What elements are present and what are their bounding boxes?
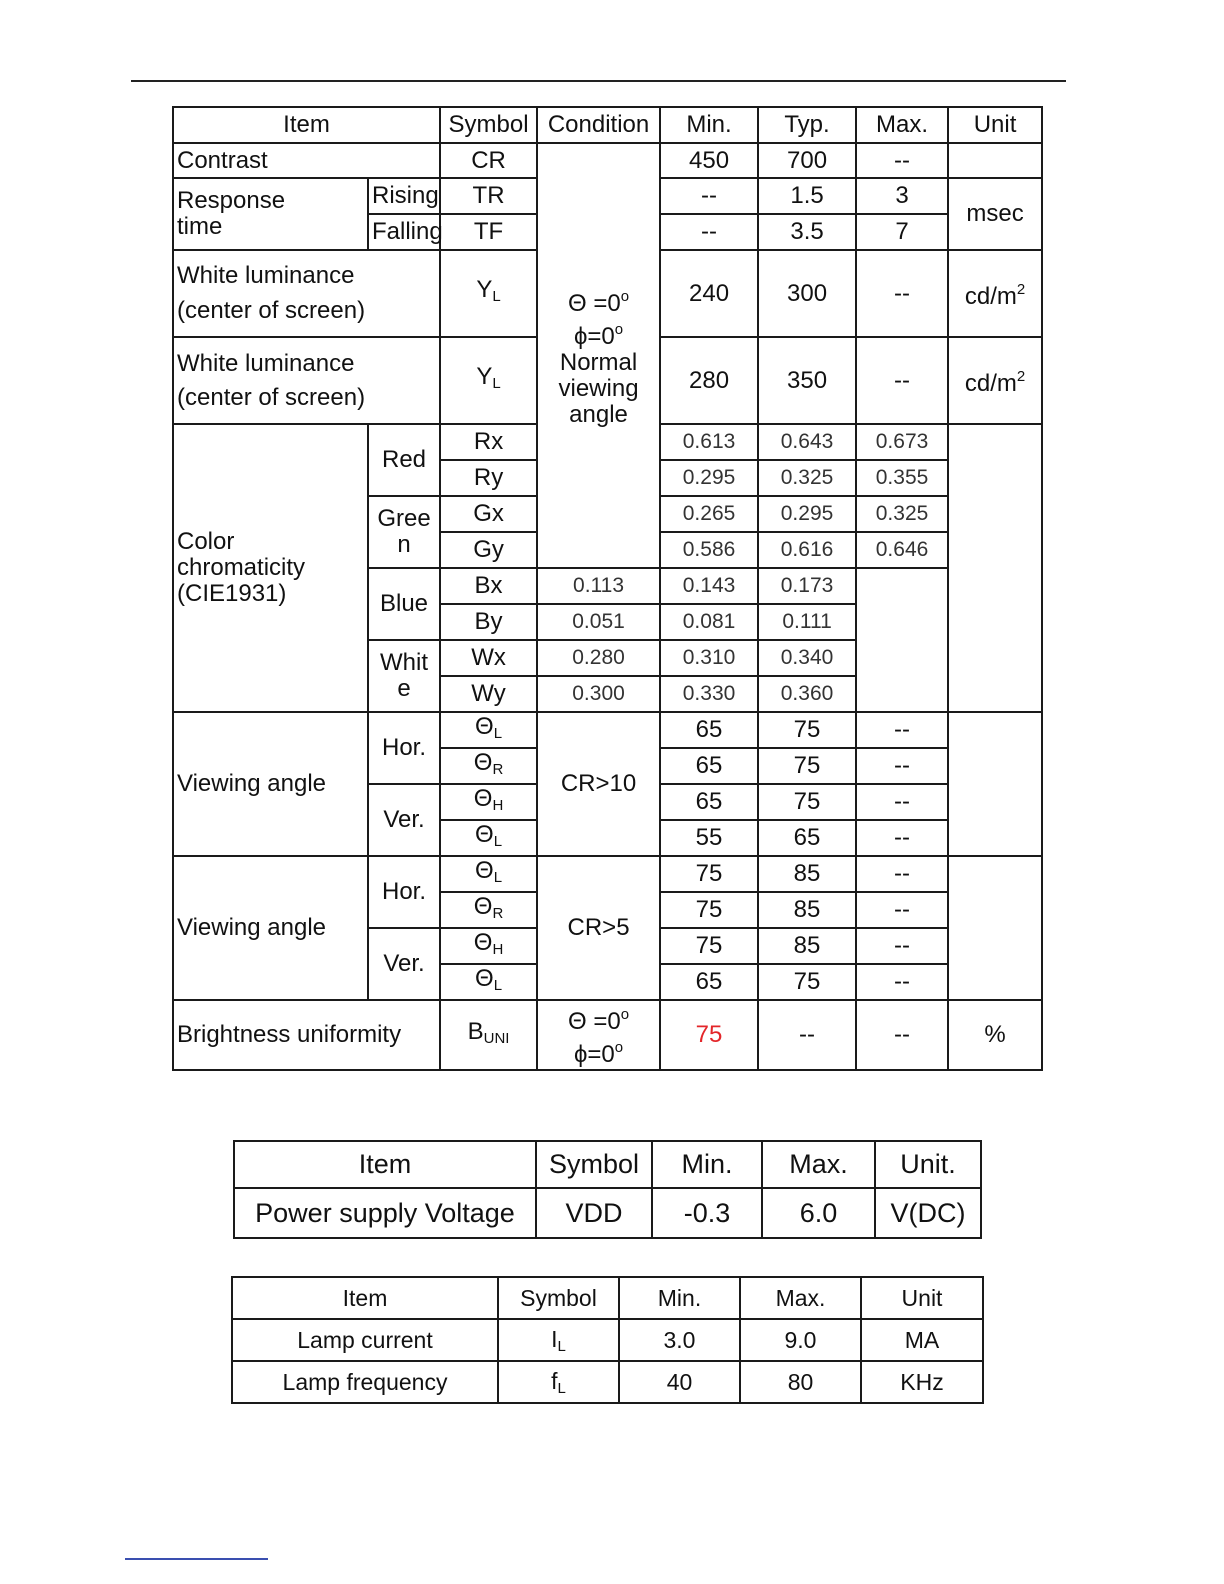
t3-header-item: Item: [232, 1277, 498, 1319]
lamp-current-unit: MA: [861, 1319, 983, 1361]
header-condition: Condition: [537, 107, 660, 143]
white-luminance-max: --: [856, 250, 948, 337]
red-label: Red: [368, 424, 440, 496]
rising-min: --: [660, 178, 758, 214]
brightness-max: --: [856, 1000, 948, 1070]
header-rule: [131, 80, 1066, 82]
cond-theta: Θ =0: [568, 289, 621, 317]
t3-header-max: Max.: [740, 1277, 861, 1319]
power-supply-unit: V(DC): [875, 1188, 981, 1238]
cond-angle: angle: [569, 400, 628, 428]
wy-min: 0.300: [537, 676, 660, 712]
va2-r1-typ: 85: [758, 892, 856, 928]
falling-typ: 3.5: [758, 214, 856, 250]
bx-typ: 0.143: [660, 568, 758, 604]
cond-viewing: viewing: [558, 374, 639, 402]
theta-r-symbol: $\Theta_R$: [440, 748, 537, 784]
table-row: [173, 712, 1042, 748]
white-luminance-symbol-2: $Y_L$: [440, 337, 537, 424]
gy-max: 0.646: [856, 532, 948, 568]
va2-r3-typ: 75: [758, 964, 856, 1000]
t2-header-unit: Unit.: [875, 1141, 981, 1188]
va2-r1-max: --: [856, 892, 948, 928]
brightness-typ: --: [758, 1000, 856, 1070]
va2-r1-min: 75: [660, 892, 758, 928]
table-row: [234, 1188, 981, 1238]
table-header-row: [173, 107, 1042, 143]
va1-r0-max: --: [856, 712, 948, 748]
va2-r3-min: 65: [660, 964, 758, 1000]
table-row: [173, 1000, 1042, 1070]
by-typ: 0.081: [660, 604, 758, 640]
wx-max: 0.340: [758, 640, 856, 676]
white-luminance-label-2: White luminance (center of screen): [173, 337, 440, 424]
gy-symbol: Gy: [440, 532, 537, 568]
bx-symbol: Bx: [440, 568, 537, 604]
va1-r0-typ: 75: [758, 712, 856, 748]
t3-header-min: Min.: [619, 1277, 740, 1319]
gy-typ: 0.616: [758, 532, 856, 568]
table-row: [173, 856, 1042, 892]
va1-r0-min: 65: [660, 712, 758, 748]
hor-label-2: Hor.: [368, 856, 440, 928]
bx-max: 0.173: [758, 568, 856, 604]
lamp-current-symbol: $I_L$: [498, 1319, 619, 1361]
white-luminance-unit-2: $cd/m^2$: [948, 337, 1042, 424]
rx-min: 0.613: [660, 424, 758, 460]
by-max: 0.111: [758, 604, 856, 640]
contrast-max: --: [856, 143, 948, 178]
white-luminance-typ-2: 350: [758, 337, 856, 424]
viewing-angle-label-2: Viewing angle: [173, 856, 368, 1000]
gx-typ: 0.295: [758, 496, 856, 532]
t3-header-unit: Unit: [861, 1277, 983, 1319]
rising-symbol: TR: [440, 178, 537, 214]
va1-r1-min: 65: [660, 748, 758, 784]
wy-symbol: Wy: [440, 676, 537, 712]
lamp-current-max: 9.0: [740, 1319, 861, 1361]
white-luminance-label: White luminance (center of screen): [173, 250, 440, 337]
va1-unit: [948, 712, 1042, 856]
t2-header-min: Min.: [652, 1141, 762, 1188]
cond-normal: Normal: [559, 348, 638, 376]
va1-r2-max: --: [856, 784, 948, 820]
va1-r1-max: --: [856, 748, 948, 784]
power-supply-symbol: VDD: [536, 1188, 652, 1238]
va1-r2-typ: 75: [758, 784, 856, 820]
theta-l-symbol-2: $\Theta_L$: [440, 820, 537, 856]
va2-r3-max: --: [856, 964, 948, 1000]
white-luminance-min: 240: [660, 250, 758, 337]
response-unit: msec: [948, 178, 1042, 250]
rx-typ: 0.643: [758, 424, 856, 460]
white-luminance-typ: 300: [758, 250, 856, 337]
lamp-current-min: 3.0: [619, 1319, 740, 1361]
lamp-frequency-max: 80: [740, 1361, 861, 1403]
ry-typ: 0.325: [758, 460, 856, 496]
power-supply-label: Power supply Voltage: [234, 1188, 536, 1238]
contrast-min: 450: [660, 143, 758, 178]
contrast-unit: [948, 143, 1042, 178]
va2-r0-typ: 85: [758, 856, 856, 892]
condition-cr10: CR>10: [537, 712, 660, 856]
header-unit: Unit: [948, 107, 1042, 143]
va2-r0-max: --: [856, 856, 948, 892]
wx-symbol: Wx: [440, 640, 537, 676]
wx-min: 0.280: [537, 640, 660, 676]
header-symbol: Symbol: [440, 107, 537, 143]
ver-label: Ver.: [368, 784, 440, 856]
falling-max: 7: [856, 214, 948, 250]
header-max: Max.: [856, 107, 948, 143]
va1-r3-min: 55: [660, 820, 758, 856]
theta-l-symbol-4: $\Theta_L$: [440, 964, 537, 1000]
gx-symbol: Gx: [440, 496, 537, 532]
t2-header-symbol: Symbol: [536, 1141, 652, 1188]
table-row: [232, 1361, 983, 1403]
ry-symbol: Ry: [440, 460, 537, 496]
condition-cr5: CR>5: [537, 856, 660, 1000]
contrast-label: Contrast: [173, 143, 440, 178]
t2-header-max: Max.: [762, 1141, 875, 1188]
va1-r3-max: --: [856, 820, 948, 856]
table-header-row: [234, 1141, 981, 1188]
theta-l-symbol-3: $\Theta_L$: [440, 856, 537, 892]
falling-symbol: TF: [440, 214, 537, 250]
ver-label-2: Ver.: [368, 928, 440, 1000]
gx-min: 0.265: [660, 496, 758, 532]
green-label: Gree n: [368, 496, 440, 568]
va2-r2-min: 75: [660, 928, 758, 964]
header-typ: Typ.: [758, 107, 856, 143]
va1-r3-typ: 65: [758, 820, 856, 856]
va2-r2-max: --: [856, 928, 948, 964]
gx-max: 0.325: [856, 496, 948, 532]
theta-r-symbol-2: $\Theta_R$: [440, 892, 537, 928]
brightness-unit: %: [948, 1000, 1042, 1070]
t2-header-item: Item: [234, 1141, 536, 1188]
condition-normal-cell: $\Theta =0^o$ $\phi=0^o$ Normal viewing angle: [537, 143, 660, 568]
white-luminance-min-2: 280: [660, 337, 758, 424]
lamp-table: [231, 1276, 984, 1404]
white-luminance-symbol: $Y_L$: [440, 250, 537, 337]
va1-r1-typ: 75: [758, 748, 856, 784]
power-supply-table: [233, 1140, 982, 1239]
header-item: Item: [173, 107, 440, 143]
va1-r2-min: 65: [660, 784, 758, 820]
table-header-row: [232, 1277, 983, 1319]
white-luminance-unit: $cd/m^2$: [948, 250, 1042, 337]
power-supply-max: 6.0: [762, 1188, 875, 1238]
bx-min: 0.113: [537, 568, 660, 604]
by-symbol: By: [440, 604, 537, 640]
theta-h-symbol: $\Theta_H$: [440, 784, 537, 820]
brightness-uniformity-label: Brightness uniformity: [173, 1000, 440, 1070]
power-supply-min: -0.3: [652, 1188, 762, 1238]
va2-r0-min: 75: [660, 856, 758, 892]
theta-l-symbol: $\Theta_L$: [440, 712, 537, 748]
contrast-symbol: CR: [440, 143, 537, 178]
lamp-current-label: Lamp current: [232, 1319, 498, 1361]
lamp-frequency-symbol: $f_L$: [498, 1361, 619, 1403]
color-chromaticity-label: Color chromaticity (CIE1931): [173, 424, 368, 712]
brightness-min: 75: [660, 1000, 758, 1070]
cond-phi: ϕ=0: [573, 322, 615, 350]
theta-h-symbol-2: $\Theta_H$: [440, 928, 537, 964]
response-time-label: Response time: [173, 178, 368, 250]
gy-min: 0.586: [660, 532, 758, 568]
falling-label: Falling: [368, 214, 440, 250]
wx-typ: 0.310: [660, 640, 758, 676]
rising-max: 3: [856, 178, 948, 214]
hor-label: Hor.: [368, 712, 440, 784]
brightness-condition: $\Theta =0^o$ $\phi=0^o$: [537, 1000, 660, 1070]
lamp-frequency-min: 40: [619, 1361, 740, 1403]
falling-min: --: [660, 214, 758, 250]
rising-label: Rising: [368, 178, 440, 214]
viewing-angle-label: Viewing angle: [173, 712, 368, 856]
white-luminance-max-2: --: [856, 337, 948, 424]
t3-header-symbol: Symbol: [498, 1277, 619, 1319]
va2-r2-typ: 85: [758, 928, 856, 964]
footer-rule: [125, 1558, 268, 1560]
wy-max: 0.360: [758, 676, 856, 712]
header-min: Min.: [660, 107, 758, 143]
lamp-frequency-unit: KHz: [861, 1361, 983, 1403]
rx-symbol: Rx: [440, 424, 537, 460]
rx-max: 0.673: [856, 424, 948, 460]
chroma-unit: [948, 424, 1042, 712]
white-label: Whit e: [368, 640, 440, 712]
table-row: [173, 143, 1042, 178]
wy-typ: 0.330: [660, 676, 758, 712]
ry-min: 0.295: [660, 460, 758, 496]
table-row: [232, 1319, 983, 1361]
optical-characteristics-table: [172, 106, 1043, 1071]
lamp-frequency-label: Lamp frequency: [232, 1361, 498, 1403]
rising-typ: 1.5: [758, 178, 856, 214]
brightness-symbol: $B_{UNI}$: [440, 1000, 537, 1070]
blue-label: Blue: [368, 568, 440, 640]
va2-unit: [948, 856, 1042, 1000]
by-min: 0.051: [537, 604, 660, 640]
ry-max: 0.355: [856, 460, 948, 496]
contrast-typ: 700: [758, 143, 856, 178]
